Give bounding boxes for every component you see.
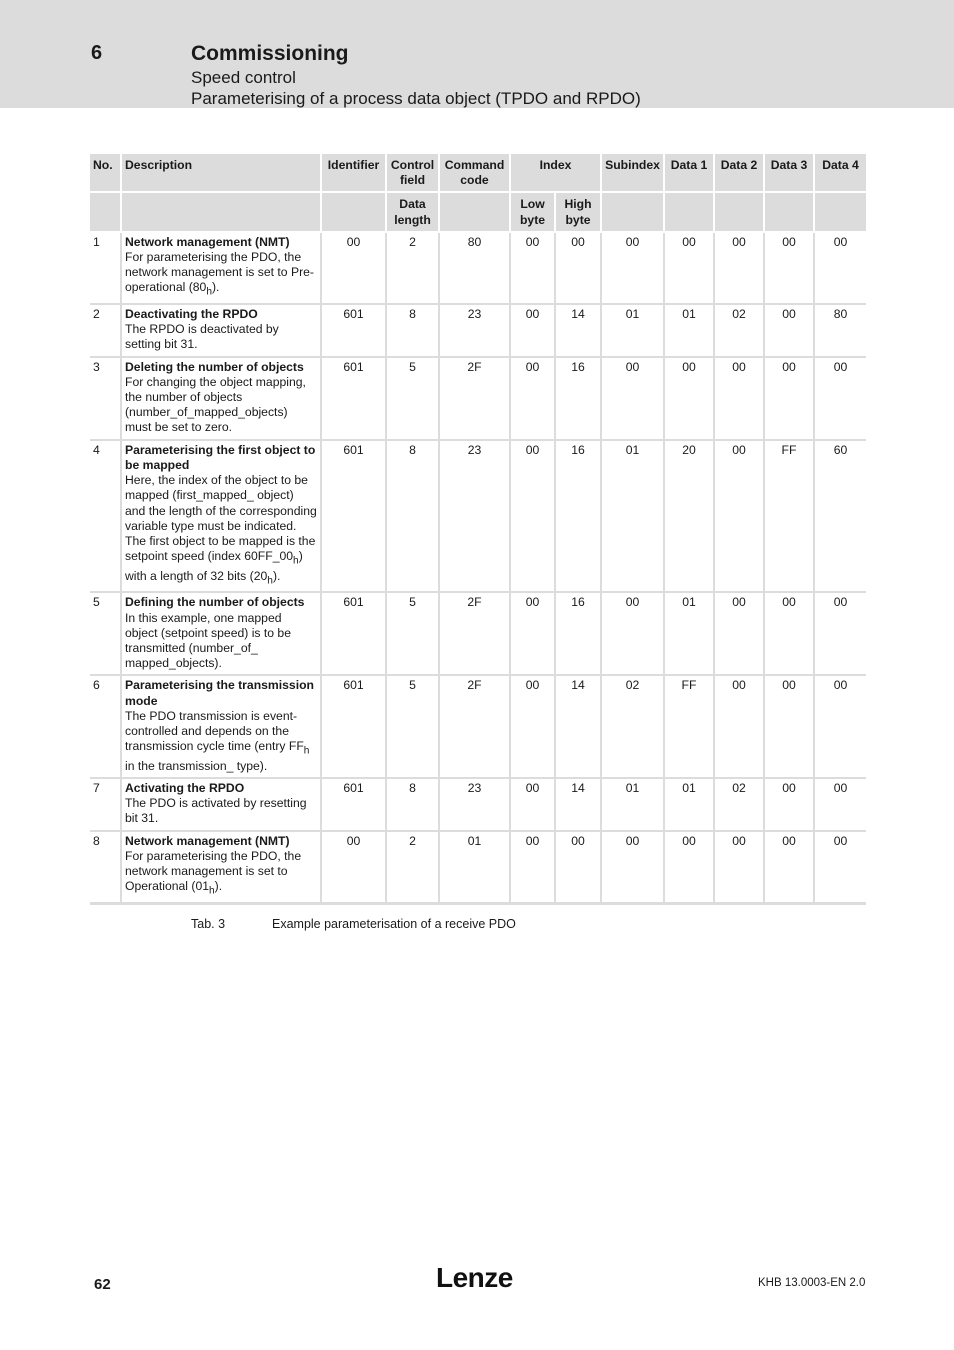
subheader-empty: [121, 192, 321, 231]
col-header-data1: Data 1: [664, 154, 714, 192]
cell-index-low-byte: 00: [510, 675, 555, 778]
cell-data2: 00: [714, 357, 764, 440]
subheader-empty: [814, 192, 866, 231]
cell-data2: 00: [714, 592, 764, 675]
cell-data4: 80: [814, 304, 866, 357]
subsection-subtitle: Parameterising of a process data object (TPDO and RPDO): [191, 89, 641, 108]
subheader-empty: [764, 192, 814, 231]
col-header-control-field: Control field: [386, 154, 439, 192]
cell-subindex: 00: [601, 831, 664, 904]
cell-data2: 00: [714, 675, 764, 778]
description-text: For changing the object mapping, the number of objects (number_of_mapped_objects) must be set to zero.: [125, 374, 306, 435]
cell-no: 3: [90, 357, 121, 440]
cell-data1: 00: [664, 232, 714, 304]
col-header-command-code: Command code: [439, 154, 510, 192]
cell-subindex: 01: [601, 440, 664, 593]
subheader-empty: [90, 192, 121, 231]
cell-data1: FF: [664, 675, 714, 778]
cell-control-field: 2: [386, 831, 439, 904]
cell-data2: 02: [714, 304, 764, 357]
cell-subindex: 01: [601, 304, 664, 357]
table-row: [90, 778, 866, 831]
cell-control-field: 8: [386, 778, 439, 831]
table-subheader-row: [90, 192, 866, 231]
cell-control-field: 8: [386, 440, 439, 593]
chapter-number: 6: [91, 42, 103, 64]
cell-control-field: 5: [386, 592, 439, 675]
cell-command-code: 80: [439, 232, 510, 304]
cell-no: 6: [90, 675, 121, 778]
cell-no: 1: [90, 232, 121, 304]
cell-description: [121, 304, 321, 357]
col-header-data3: Data 3: [764, 154, 814, 192]
description-title: Parameterising the transmission mode: [125, 678, 314, 708]
cell-subindex: 00: [601, 232, 664, 304]
col-header-index: Index: [510, 154, 601, 192]
cell-data1: 01: [664, 778, 714, 831]
description-text: The RPDO is deactivated by setting bit 31.: [125, 322, 279, 352]
table-caption-label: Tab. 3: [191, 917, 226, 931]
cell-data3: 00: [764, 831, 814, 904]
cell-data2: 00: [714, 440, 764, 593]
cell-index-low-byte: 00: [510, 440, 555, 593]
description-title: Activating the RPDO: [125, 781, 245, 796]
cell-no: 8: [90, 831, 121, 904]
description-title: Deactivating the RPDO: [125, 307, 258, 322]
cell-control-field: 5: [386, 675, 439, 778]
cell-no: 2: [90, 304, 121, 357]
cell-description: [121, 675, 321, 778]
cell-index-high-byte: 14: [555, 304, 601, 357]
cell-index-high-byte: 14: [555, 675, 601, 778]
cell-data4: 00: [814, 778, 866, 831]
description-title: Deleting the number of objects: [125, 359, 304, 374]
description-text: The PDO transmission is event-controlled and depends on the transmission cycle time (entry $FF_h$ in the transmission_ type).: [125, 708, 310, 773]
cell-index-high-byte: 00: [555, 232, 601, 304]
cell-identifier: 601: [321, 592, 386, 675]
cell-data2: 00: [714, 232, 764, 304]
cell-command-code: 2F: [439, 357, 510, 440]
description-text: For parameterising the PDO, the network management is set to Pre-operational $(80_h)$.: [125, 250, 314, 298]
cell-index-low-byte: 00: [510, 592, 555, 675]
cell-index-high-byte: 14: [555, 778, 601, 831]
cell-data4: 00: [814, 232, 866, 304]
cell-data3: 00: [764, 592, 814, 675]
cell-data3: 00: [764, 304, 814, 357]
cell-control-field: 8: [386, 304, 439, 357]
cell-description: [121, 357, 321, 440]
chapter-title: Commissioning: [191, 42, 349, 65]
col-header-data4: Data 4: [814, 154, 866, 192]
cell-description: [121, 778, 321, 831]
cell-data3: 00: [764, 357, 814, 440]
cell-subindex: 02: [601, 675, 664, 778]
table-row: [90, 675, 866, 778]
description-text: The PDO is activated by resetting bit 31.: [125, 796, 307, 826]
cell-description: [121, 592, 321, 675]
cell-index-high-byte: 16: [555, 592, 601, 675]
cell-index-low-byte: 00: [510, 304, 555, 357]
subheader-empty: [664, 192, 714, 231]
subheader-empty: [321, 192, 386, 231]
description-title: Network management (NMT): [125, 234, 290, 249]
table-row: [90, 304, 866, 357]
cell-no: 4: [90, 440, 121, 593]
col-header-description: Description: [121, 154, 321, 192]
cell-command-code: 23: [439, 778, 510, 831]
cell-subindex: 00: [601, 357, 664, 440]
table-row: [90, 232, 866, 304]
cell-index-high-byte: 16: [555, 357, 601, 440]
cell-data2: 02: [714, 778, 764, 831]
page-number: 62: [94, 1276, 111, 1293]
description-text: For parameterising the PDO, the network management is set to Operational $(01_h)$.: [125, 848, 302, 897]
cell-data1: 00: [664, 831, 714, 904]
cell-control-field: 2: [386, 232, 439, 304]
cell-data4: 00: [814, 592, 866, 675]
col-header-low-byte: Low byte: [510, 192, 555, 231]
cell-subindex: 01: [601, 778, 664, 831]
description-title: Parameterising the first object to be mapped: [125, 442, 316, 472]
table-row: [90, 440, 866, 593]
cell-index-high-byte: 16: [555, 440, 601, 593]
description-title: Defining the number of objects: [125, 595, 305, 610]
col-header-high-byte: High byte: [555, 192, 601, 231]
cell-data3: 00: [764, 675, 814, 778]
cell-identifier: 601: [321, 778, 386, 831]
cell-data3: 00: [764, 232, 814, 304]
section-subtitle: Speed control: [191, 68, 296, 87]
cell-identifier: 00: [321, 232, 386, 304]
cell-description: [121, 232, 321, 304]
table-row: [90, 831, 866, 904]
cell-command-code: 23: [439, 440, 510, 593]
cell-data4: 00: [814, 831, 866, 904]
col-header-identifier: Identifier: [321, 154, 386, 192]
cell-data3: FF: [764, 440, 814, 593]
subheader-empty: [601, 192, 664, 231]
cell-data4: 00: [814, 675, 866, 778]
table-row: [90, 357, 866, 440]
lenze-logo: Lenze: [436, 1262, 513, 1293]
description-title: Network management (NMT): [125, 833, 290, 848]
cell-no: 7: [90, 778, 121, 831]
cell-data3: 00: [764, 778, 814, 831]
cell-command-code: 2F: [439, 592, 510, 675]
cell-identifier: 601: [321, 357, 386, 440]
cell-data1: 00: [664, 357, 714, 440]
cell-data4: 00: [814, 357, 866, 440]
rpdo-parameter-table: [90, 154, 866, 905]
cell-command-code: 23: [439, 304, 510, 357]
cell-data1: 01: [664, 592, 714, 675]
cell-data4: 60: [814, 440, 866, 593]
cell-index-high-byte: 00: [555, 831, 601, 904]
cell-identifier: 601: [321, 304, 386, 357]
table-caption-text: Example parameterisation of a receive PDO: [272, 917, 516, 931]
cell-identifier: 601: [321, 440, 386, 593]
cell-index-low-byte: 00: [510, 778, 555, 831]
col-header-data-length: Data length: [386, 192, 439, 231]
table-row: [90, 592, 866, 675]
col-header-no: No.: [90, 154, 121, 192]
cell-data1: 01: [664, 304, 714, 357]
cell-control-field: 5: [386, 357, 439, 440]
cell-identifier: 00: [321, 831, 386, 904]
subheader-empty: [439, 192, 510, 231]
cell-index-low-byte: 00: [510, 232, 555, 304]
cell-subindex: 00: [601, 592, 664, 675]
table-body: [90, 232, 866, 904]
cell-command-code: 01: [439, 831, 510, 904]
col-header-subindex: Subindex: [601, 154, 664, 192]
description-text: In this example, one mapped object (setpoint speed) is to be transmitted (number_of_ mapped_objects).: [125, 610, 291, 671]
cell-index-low-byte: 00: [510, 357, 555, 440]
cell-no: 5: [90, 592, 121, 675]
cell-description: [121, 440, 321, 593]
description-text: Here, the index of the object to be mapped (first_mapped_ object) and the length of the corresponding variable type must be indicated. The first object to be mapped is the setpoint speed (index $60FF\_00_h$) with a length of 32 bits $(20_h)$.: [125, 473, 317, 587]
table-header-row: [90, 154, 866, 192]
subheader-empty: [714, 192, 764, 231]
cell-identifier: 601: [321, 675, 386, 778]
document-id: KHB 13.0003-EN 2.0: [758, 1277, 866, 1289]
cell-data2: 00: [714, 831, 764, 904]
cell-index-low-byte: 00: [510, 831, 555, 904]
col-header-data2: Data 2: [714, 154, 764, 192]
cell-command-code: 2F: [439, 675, 510, 778]
cell-description: [121, 831, 321, 904]
cell-data1: 20: [664, 440, 714, 593]
